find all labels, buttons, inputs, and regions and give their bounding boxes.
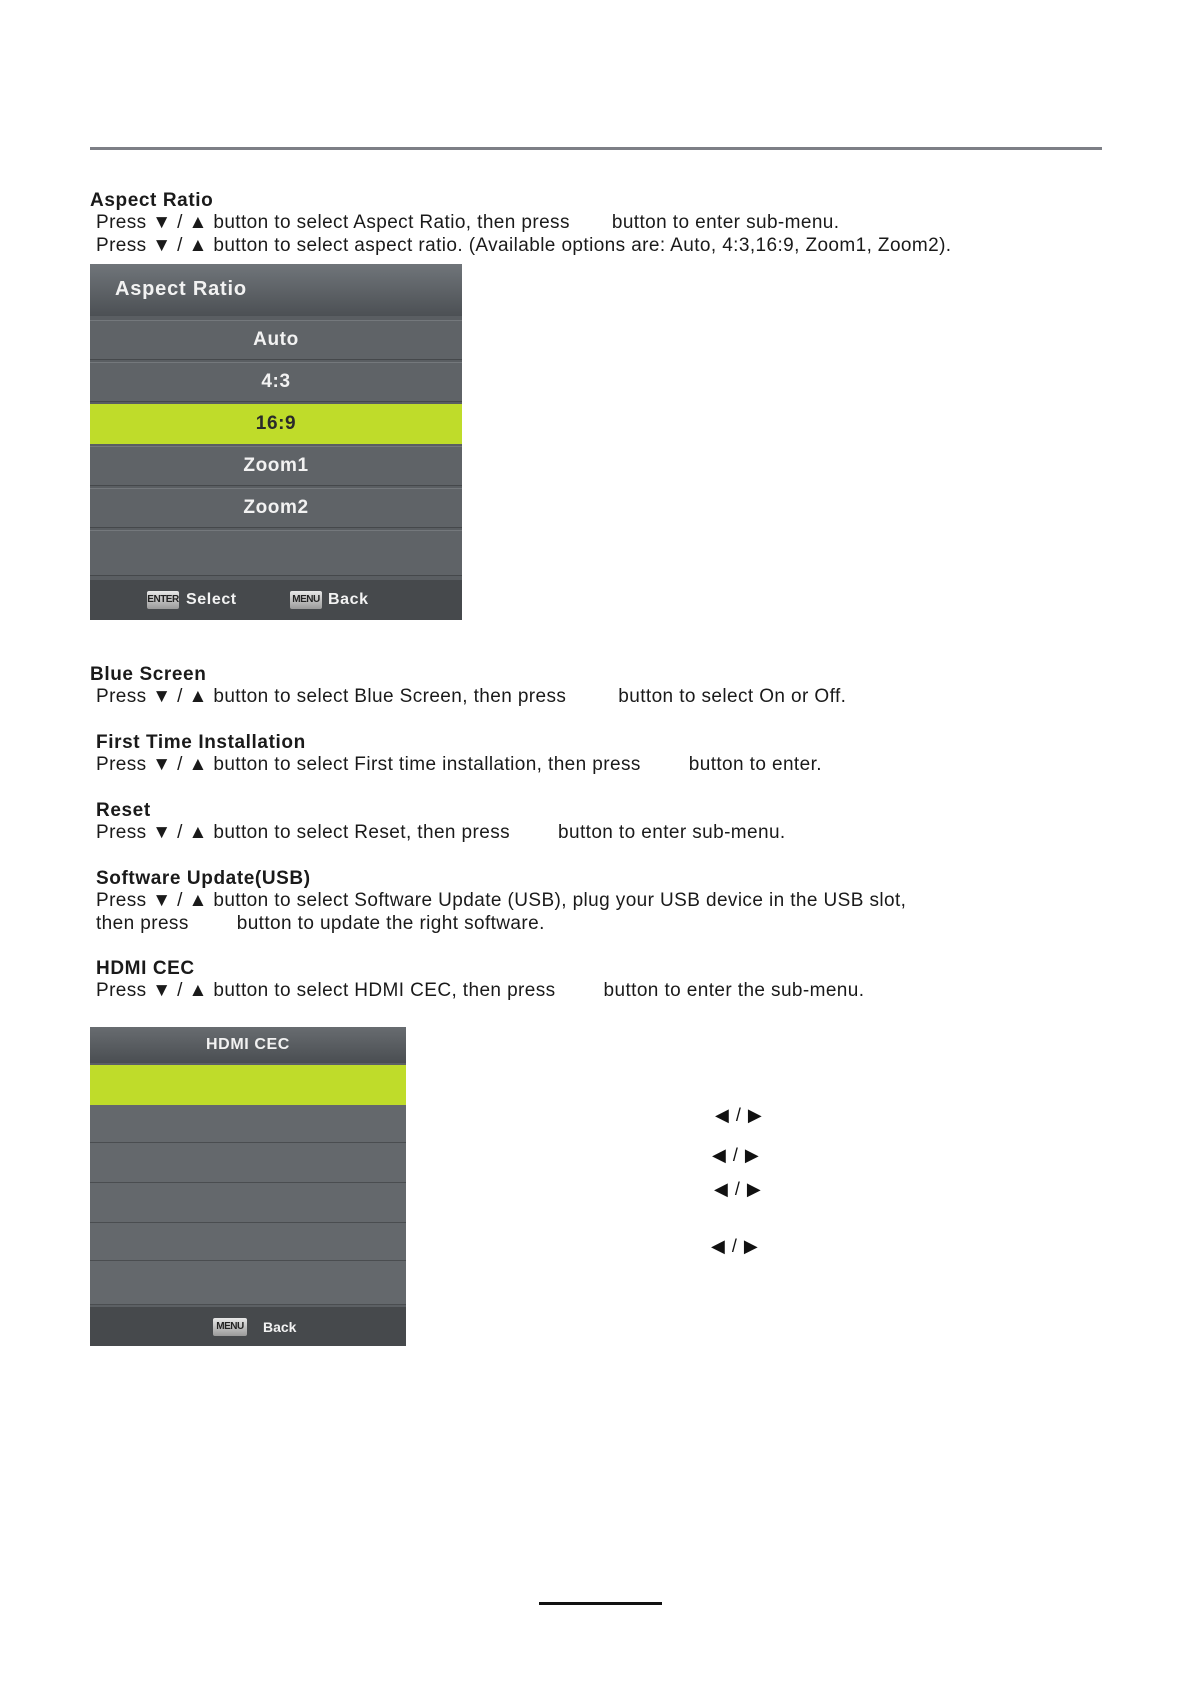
- software-update-line2-start: then press: [96, 913, 189, 934]
- hdmi-cec-menu-title-bar: [90, 1027, 406, 1063]
- blue-screen-line-end: button to select On or Off.: [618, 686, 847, 707]
- reset-line-start: Press ▼ / ▲ button to select Reset, then press: [96, 822, 511, 843]
- aspect-option-empty: [90, 530, 462, 576]
- aspect-option-4-3[interactable]: 4:3: [90, 362, 462, 402]
- menu-key-icon: MENU: [213, 1318, 247, 1336]
- aspect-option-zoom2[interactable]: Zoom2: [90, 488, 462, 528]
- hdmi-cec-row-6[interactable]: [90, 1261, 406, 1305]
- aspect-option-auto[interactable]: Auto: [90, 320, 462, 360]
- software-update-line2-end: button to update the right software.: [236, 913, 545, 934]
- hdmi-cec-row-3[interactable]: [90, 1143, 406, 1183]
- hdmi-cec-instruction: [96, 980, 864, 1002]
- software-update-instruction-2: [96, 913, 545, 935]
- reset-heading: Reset: [96, 800, 151, 821]
- back-label: Back: [263, 1319, 297, 1335]
- hdmi-cec-menu-footer: [90, 1307, 406, 1346]
- blue-screen-instruction: [96, 686, 846, 708]
- aspect-ratio-menu-title: Aspect Ratio: [115, 278, 247, 300]
- software-update-instruction-1: Press ▼ / ▲ button to select Software Update (USB), plug your USB device in the USB slot,: [96, 890, 907, 911]
- hdmi-cec-line-start: Press ▼ / ▲ button to select HDMI CEC, then press: [96, 980, 556, 1001]
- enter-key-icon: ENTER: [147, 591, 179, 609]
- hdmi-cec-row-2[interactable]: [90, 1105, 406, 1143]
- left-right-arrows-icon: ◀ / ▶: [711, 1236, 759, 1256]
- software-update-heading: Software Update(USB): [96, 868, 311, 889]
- blue-screen-line-start: Press ▼ / ▲ button to select Blue Screen, then press: [96, 686, 567, 707]
- aspect-option-16-9[interactable]: 16:9: [90, 404, 462, 444]
- page-number-underline: [539, 1602, 662, 1605]
- back-label: Back: [328, 591, 369, 608]
- hdmi-cec-row-1[interactable]: [90, 1065, 406, 1105]
- aspect-ratio-line1-start: Press ▼ / ▲ button to select Aspect Ratio, then press: [96, 212, 570, 233]
- hdmi-cec-row-4[interactable]: [90, 1183, 406, 1223]
- first-time-line-start: Press ▼ / ▲ button to select First time installation, then press: [96, 754, 641, 775]
- aspect-option-zoom1[interactable]: Zoom1: [90, 446, 462, 486]
- top-divider: [90, 147, 1102, 150]
- first-time-installation-instruction: [96, 754, 822, 776]
- reset-line-end: button to enter sub-menu.: [558, 822, 786, 843]
- hdmi-cec-heading: HDMI CEC: [96, 958, 195, 979]
- first-time-installation-heading: First Time Installation: [96, 732, 306, 753]
- aspect-ratio-instruction-2: Press ▼ / ▲ button to select aspect ratio. (Available options are: Auto, 4:3,16:9, Zoom1, Zoom2).: [96, 235, 952, 256]
- aspect-ratio-menu: [90, 264, 462, 620]
- blue-screen-heading: Blue Screen: [90, 664, 207, 685]
- hdmi-cec-line-end: button to enter the sub-menu.: [603, 980, 865, 1001]
- left-right-arrows-icon: ◀ / ▶: [715, 1105, 763, 1125]
- left-right-arrows-icon: ◀ / ▶: [714, 1179, 762, 1199]
- menu-key-icon: MENU: [290, 591, 322, 609]
- aspect-ratio-instruction-1: [96, 212, 839, 234]
- hdmi-cec-row-5[interactable]: [90, 1223, 406, 1261]
- aspect-ratio-line1-end: button to enter sub-menu.: [611, 212, 840, 233]
- hdmi-cec-menu-title: HDMI CEC: [206, 1036, 290, 1053]
- first-time-line-end: button to enter.: [688, 754, 822, 775]
- aspect-ratio-menu-footer: [90, 580, 462, 620]
- aspect-ratio-heading: Aspect Ratio: [90, 190, 214, 211]
- aspect-ratio-menu-title-bar: [90, 264, 462, 316]
- reset-instruction: [96, 822, 786, 844]
- select-label: Select: [186, 591, 237, 608]
- left-right-arrows-icon: ◀ / ▶: [712, 1145, 760, 1165]
- hdmi-cec-menu: [90, 1027, 406, 1346]
